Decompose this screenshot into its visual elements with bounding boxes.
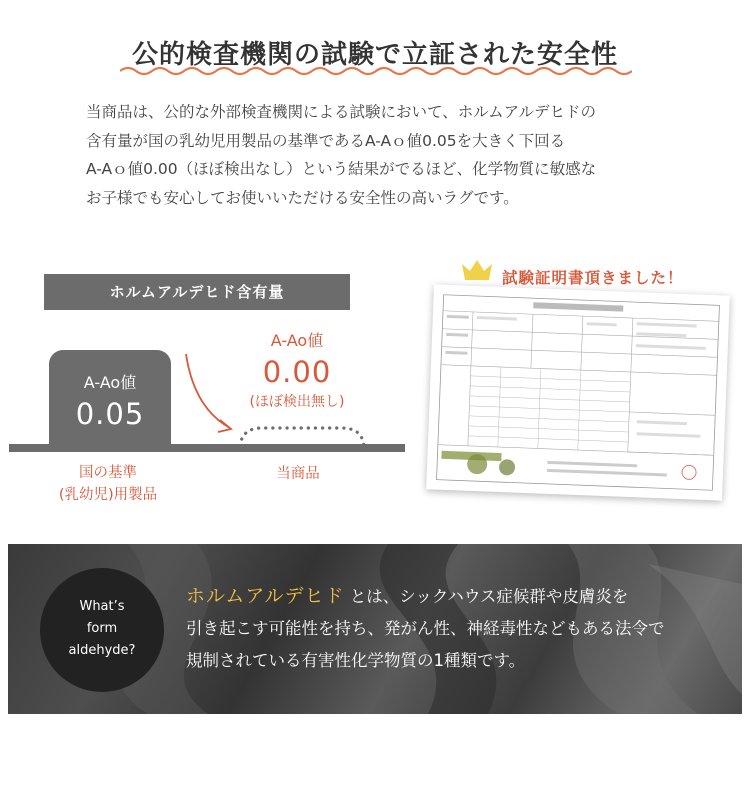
down-arrow-icon (180, 348, 240, 438)
page-title: 公的検査機関の試験で立証された安全性 (131, 40, 618, 70)
chart-header: ホルムアルデヒド含有量 (44, 274, 350, 310)
product-label: A-Ao値 (270, 331, 324, 350)
standard-bar (49, 350, 171, 448)
certificate-title: 試験証明書頂きました！ (502, 269, 684, 287)
what-is-badge (40, 568, 164, 692)
highlight-term: ホルムアルデヒド (186, 585, 345, 607)
badge-line: aldehyde? (68, 643, 136, 658)
product-value: 0.00 (262, 355, 332, 389)
info-line-rest: とは、シックハウス症候群や皮膚炎を (349, 587, 629, 606)
certificate-document-icon (426, 284, 730, 500)
product-value-label (242, 328, 352, 411)
badge-line: form (86, 621, 118, 636)
title-wave-underline (120, 64, 632, 78)
info-text (186, 580, 665, 677)
info-line: 引き起こす可能性を持ち、発がん性、神経毒性などもある法令で (186, 619, 665, 638)
standard-caption-line: 国の基準 (79, 465, 137, 481)
intro-line: A-Aｏ値0.00（ほぼ検出なし）という結果がでるほど、化学物質に敏感な (86, 160, 597, 178)
info-line: 規制されている有害性化学物質の1種類です。 (186, 651, 526, 670)
intro-line: 当商品は、公的な外部検査機関による試験において、ホルムアルデヒドの (86, 103, 596, 121)
info-line (186, 580, 665, 613)
standard-caption-line: (乳幼児)用製品 (58, 487, 158, 503)
product-note: (ほぼ検出無し) (249, 394, 345, 410)
info-section (8, 544, 742, 714)
product-dotted-bump (236, 422, 368, 448)
certificate-image (426, 284, 730, 500)
standard-caption (36, 462, 180, 506)
intro-text (86, 98, 686, 212)
intro-line: お子様でも安心してお使いいただける安全性の高いラグです。 (86, 188, 519, 207)
standard-bar-label: A-Ao値 (83, 373, 137, 392)
crown-icon (460, 258, 494, 282)
badge-line: What’s (79, 599, 125, 614)
intro-line: 含有量が国の乳幼児用製品の基準であるA-Aｏ値0.05を大きく下回る (86, 131, 566, 150)
standard-bar-value: 0.05 (75, 397, 145, 431)
product-caption: 当商品 (276, 466, 320, 482)
